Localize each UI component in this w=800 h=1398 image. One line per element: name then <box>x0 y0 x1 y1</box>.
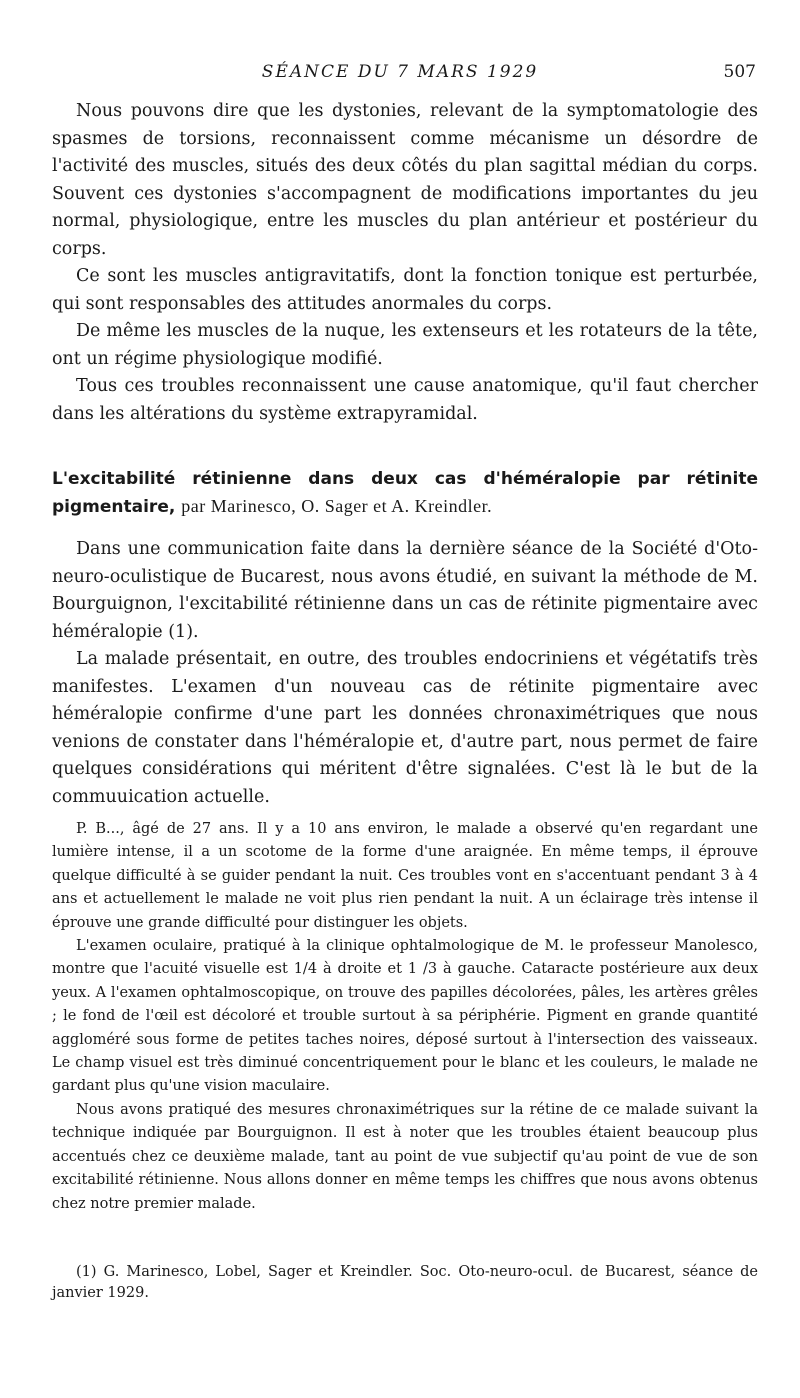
footnote: (1) G. Marinesco, Lobel, Sager et Kreindler. Soc. Oto-neuro-ocul. de Bucarest, séance de janvier 1929. <box>52 1264 758 1301</box>
intro-section <box>52 98 758 428</box>
section-heading <box>52 466 758 521</box>
case-paragraph: P. B..., âgé de 27 ans. Il y a 10 ans environ, le malade a observé qu'en regardant une lumière intense, il a un scotome de la forme d'une araignée. En même temps, il éprouve quelque difficulté à se guider pendant la nuit. Ces troubles vont en s'accentuant pendant 3 à 4 ans et actuellement le malade ne voit plus rien pendant la nuit. A un éclairage très intense il éprouve une grande difficulté pour distinguer les objets. <box>52 821 758 931</box>
footnote-block <box>52 1262 758 1304</box>
intro-paragraph: Ce sont les muscles antigravitatifs, dont la fonction tonique est perturbée, qui sont responsables des attitudes anormales du corps. <box>52 266 758 314</box>
case-paragraph: Nous avons pratiqué des mesures chronaximétriques sur la rétine de ce malade suivant la technique indiquée par Bourguignon. Il est à noter que les troubles étaient beaucoup plus accentués chez ce deuxième malade, tant au point de vue subjectif qu'au point de vue de son excitabilité rétinienne. Nous allons donner en même temps les chiffres que nous avons obtenus chez notre premier malade. <box>52 1101 758 1212</box>
body-paragraph: La malade présentait, en outre, des troubles endocriniens et végétatifs très manifestes. L'examen d'un nouveau cas de rétinite pigmentaire avec héméralopie confirme d'une part les données chronaximétriques que nous venions de constater dans l'héméralopie et, d'autre part, nous permet de faire quelques considérations qui méritent d'être signalées. C'est là le but de la commuuication actuelle. <box>52 649 758 807</box>
intro-paragraph: Tous ces troubles reconnaissent une cause anatomique, qu'il faut chercher dans les altérations du système extrapyramidal. <box>52 376 758 424</box>
page-number: 507 <box>723 62 756 82</box>
running-title: SÉANCE DU 7 MARS 1929 <box>261 62 539 82</box>
intro-paragraph: De même les muscles de la nuque, les extenseurs et les rotateurs de la tête, ont un régime physiologique modifié. <box>52 321 758 369</box>
running-head <box>0 62 800 86</box>
body-paragraph: Dans une communication faite dans la dernière séance de la Société d'Oto-neuro-oculistique de Bucarest, nous avons étudié, en suivant la méthode de M. Bourguignon, l'excitabilité rétinienne dans un cas de rétinite pigmentaire avec héméralopie (1). <box>52 539 758 642</box>
case-paragraph: L'examen oculaire, pratiqué à la clinique ophtalmologique de M. le professeur Manolesco, montre que l'acuité visuelle est 1/4 à droite et 1 /3 à gauche. Cataracte postérieure aux deux yeux. A l'examen ophtalmoscopique, on trouve des papilles décolorées, pâles, les artères grêles ; le fond de l'œil est décoloré et trouble surtout à sa périphérie. Pigment en grande quantité aggloméré sous forme de petites taches noires, déposé surtout à l'intersection des vaisseaux. Le champ visuel est très diminué concentriquement pour le blanc et les couleurs, le malade ne gardant plus qu'une vision maculaire. <box>52 938 758 1095</box>
intro-paragraph: Nous pouvons dire que les dystonies, relevant de la symptomatologie des spasmes de torsions, reconnaissent comme mécanisme un désordre de l'activité des muscles, situés des deux côtés du plan sagittal médian du corps. Souvent ces dystonies s'accompagnent de modifications importantes du jeu normal, physiologique, entre les muscles du plan antérieur et postérieur du corps. <box>52 101 758 259</box>
case-report <box>52 818 758 1216</box>
body-section <box>52 536 758 811</box>
section-title: L'excitabilité rétinienne dans deux cas d'héméralopie par rétinite pigmentaire, <box>52 469 758 517</box>
section-authors: par Marinesco, O. Sager et A. Kreindler. <box>181 496 493 516</box>
